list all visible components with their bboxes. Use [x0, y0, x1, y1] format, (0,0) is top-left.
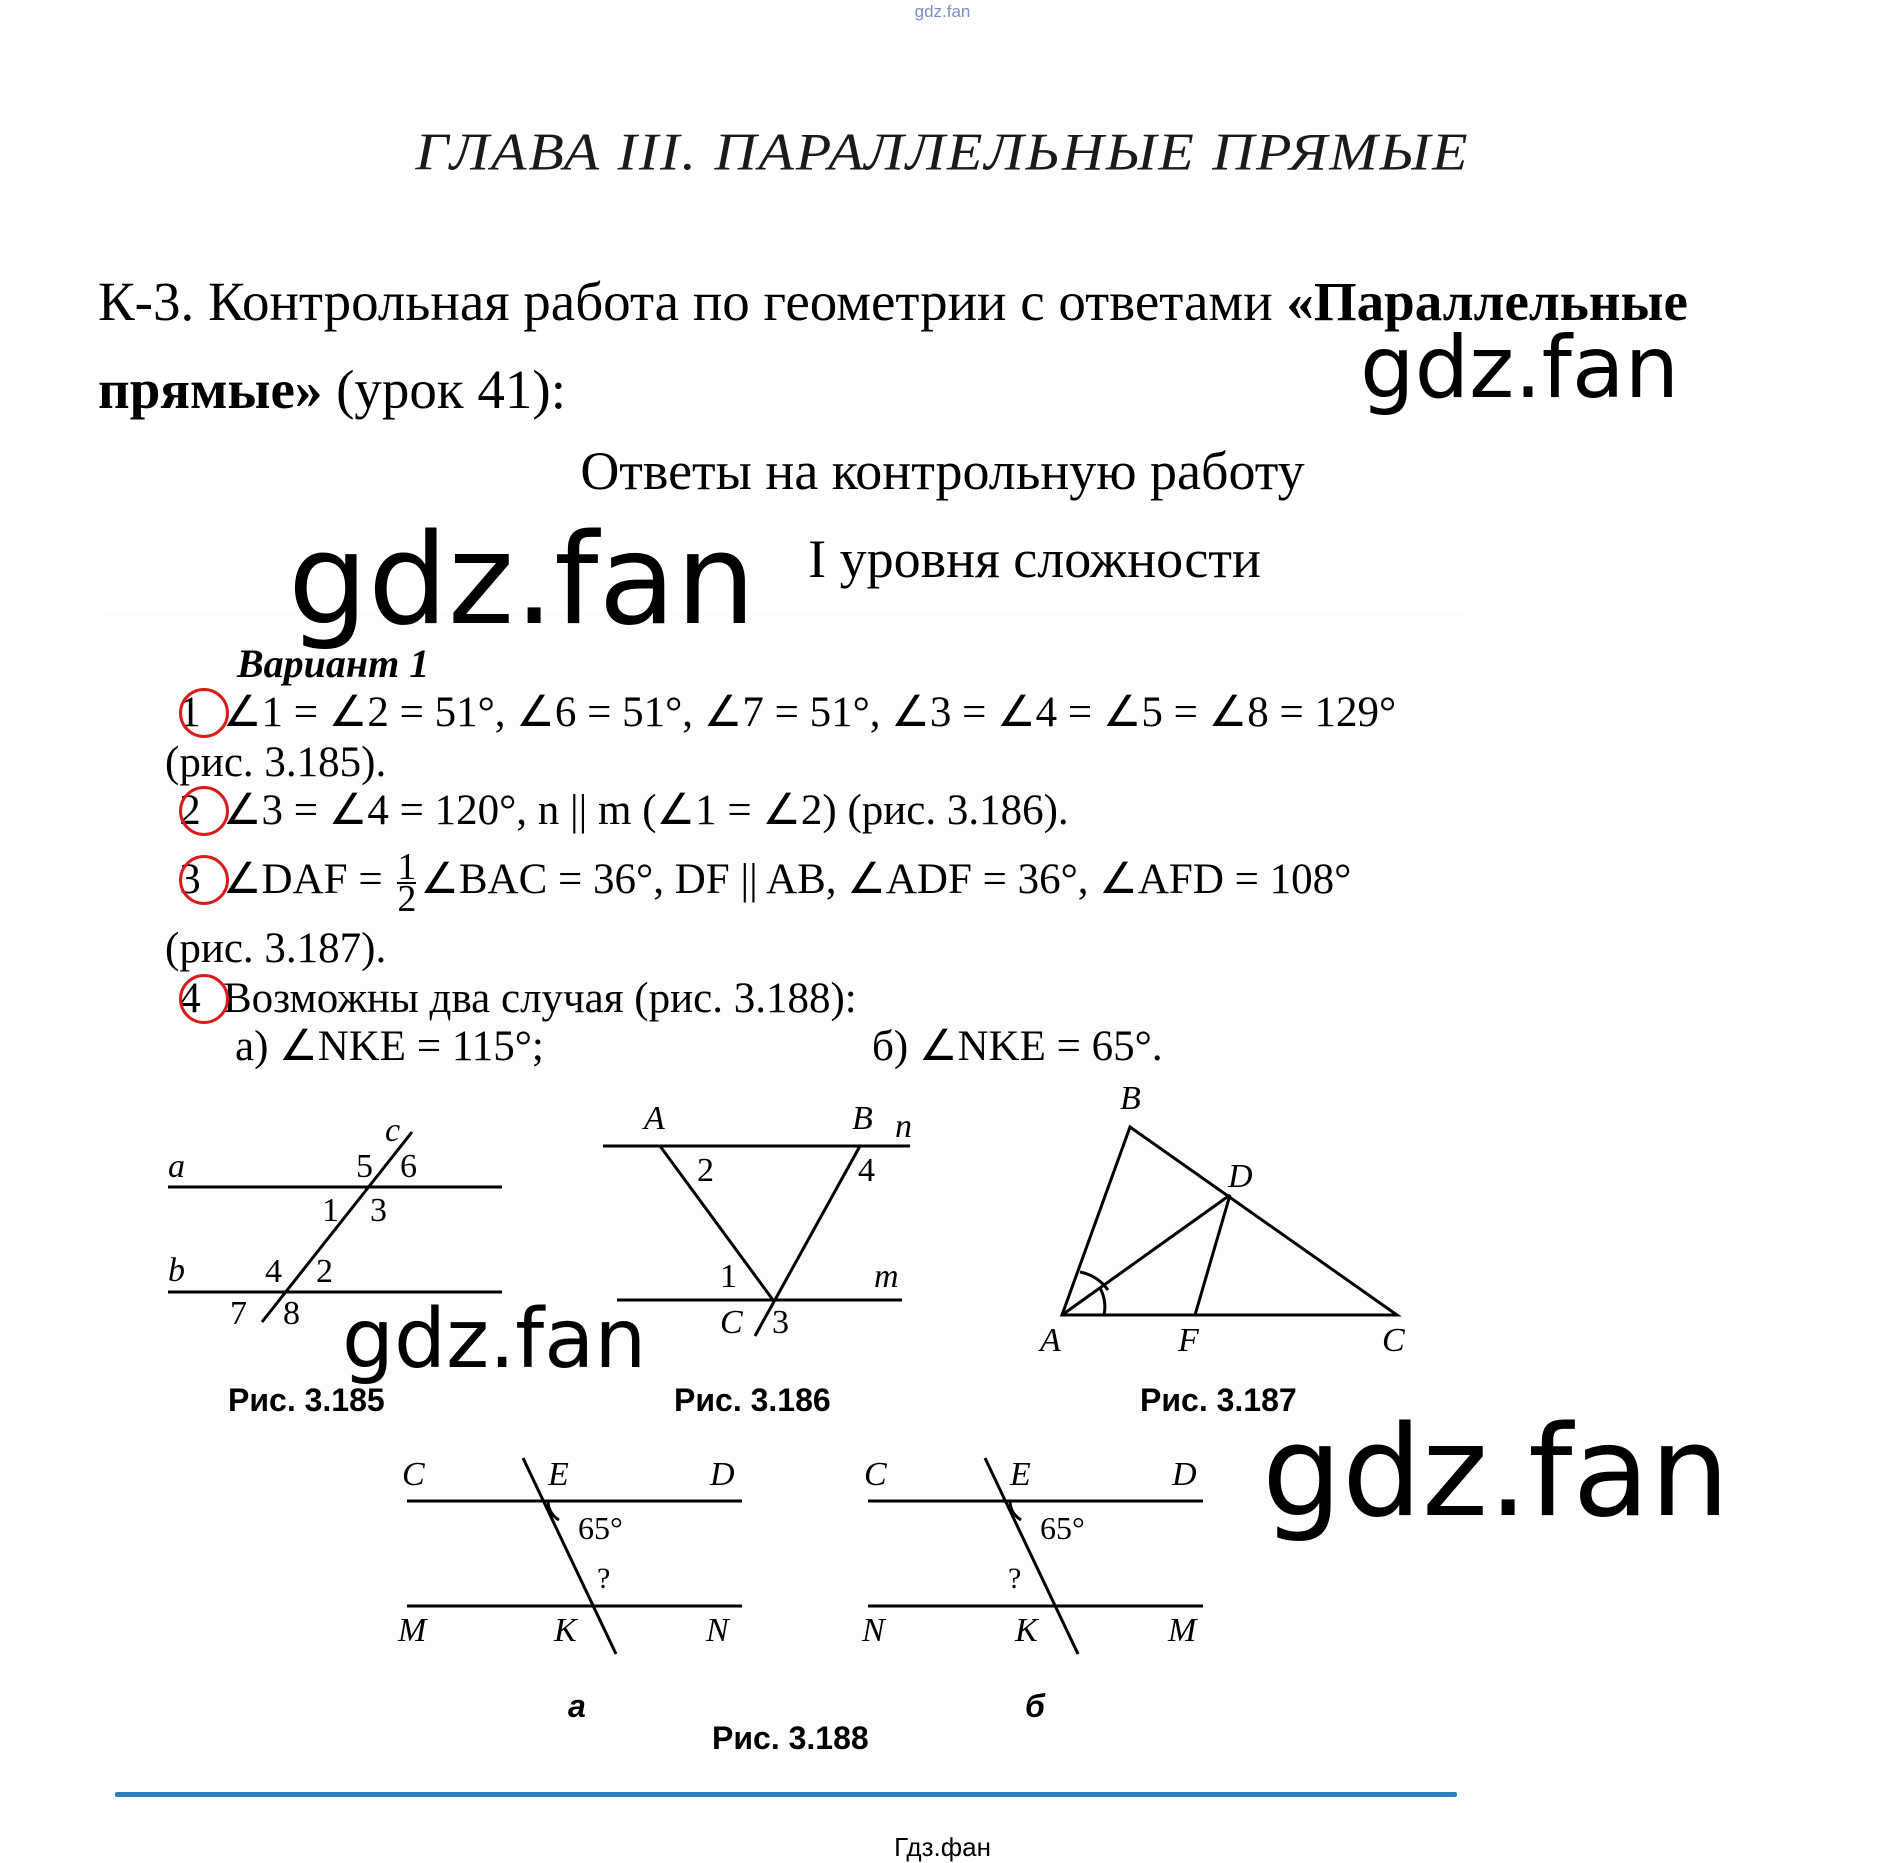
heading-tail: (урок 41): — [322, 359, 566, 420]
fig186-label-A: A — [644, 1100, 665, 1137]
bottom-rule — [115, 1792, 1457, 1797]
answer-1-continued: (рис. 3.185). — [165, 739, 387, 786]
fig188a-label-E: E — [548, 1456, 569, 1493]
fig185-label-3: 3 — [370, 1192, 387, 1229]
fig185-label-b: b — [168, 1252, 185, 1289]
fig188a-label-K: K — [554, 1612, 577, 1649]
fig188b-question: ? — [1008, 1562, 1022, 1595]
answer-number: 2 — [165, 786, 215, 836]
fig186-label-3: 3 — [772, 1304, 789, 1341]
answer-4-case-b: б) ∠NKE = 65°. — [872, 1023, 1163, 1070]
answer-number: 4 — [165, 974, 215, 1024]
fig186-label-B: B — [852, 1100, 873, 1137]
fig188b-label-C: C — [864, 1456, 887, 1493]
subtitle-1: Ответы на контрольную работу — [580, 441, 1305, 501]
fig187-segment-df — [1195, 1195, 1230, 1315]
fig186-label-m: m — [874, 1258, 899, 1295]
answer-4-case-a: а) ∠NKE = 115°; — [235, 1023, 544, 1070]
fig187-label-A: A — [1040, 1322, 1061, 1359]
fig186-label-1: 1 — [720, 1258, 737, 1295]
chapter-title: ГЛАВА III. ПАРАЛЛЕЛЬНЫЕ ПРЯМЫЕ — [415, 121, 1470, 182]
fig186-label-n: n — [895, 1108, 912, 1145]
fig188a-question: ? — [597, 1562, 611, 1595]
fig188-caption: Рис. 3.188 — [712, 1720, 869, 1756]
top-watermark: gdz.fan — [914, 2, 971, 21]
fig186-segment-bc — [755, 1146, 860, 1336]
fig188a-label-D: D — [710, 1456, 735, 1493]
heading-bold: «Параллельные прямые» — [98, 271, 1688, 420]
fraction: $\frac{1}{2}$ — [397, 846, 417, 920]
fig187-caption: Рис. 3.187 — [1140, 1382, 1297, 1418]
fig188b-label-D: D — [1172, 1456, 1197, 1493]
answer-text: ∠1 = ∠2 = 51°, ∠6 = 51°, ∠7 = 51°, ∠3 = ∠4 = ∠5 = ∠8 = 129° — [223, 689, 1397, 736]
heading-plain: К-3. Контрольная работа по геометрии с ответами — [98, 271, 1287, 332]
watermark-figure: gdz.fan — [342, 1292, 647, 1387]
answer-3-continued: (рис. 3.187). — [165, 925, 387, 972]
fig187-label-C: C — [1382, 1322, 1405, 1359]
fig185-label-c: c — [385, 1112, 401, 1149]
fig188a-label-C: C — [402, 1456, 425, 1493]
fig188b-angle-label: 65° — [1040, 1510, 1085, 1546]
fig188a-label-N: N — [706, 1612, 729, 1649]
fig187-label-D: D — [1228, 1158, 1253, 1195]
watermark-top-right: gdz.fan — [1360, 318, 1680, 418]
fig188b-label-M: M — [1168, 1612, 1197, 1649]
fig187-label-F: F — [1178, 1322, 1199, 1359]
fig186-segment-ac — [660, 1146, 773, 1300]
fig185-label-2: 2 — [316, 1253, 333, 1290]
fig188a-angle-label: 65° — [578, 1510, 623, 1546]
fig185-caption: Рис. 3.185 — [228, 1382, 385, 1418]
answer-text-before: ∠DAF = — [223, 855, 394, 903]
fig185-label-8: 8 — [283, 1295, 300, 1332]
fig188a-label-M: M — [398, 1612, 427, 1649]
fig186-label-2: 2 — [697, 1152, 714, 1189]
answer-text: ∠3 = ∠4 = 120°, n || m (∠1 = ∠2) (рис. 3.186). — [223, 787, 1069, 834]
fig186-label-C: C — [720, 1304, 743, 1341]
answer-text-after: ∠BAC = 36°, DF || AB, ∠ADF = 36°, ∠AFD = 108° — [420, 855, 1352, 903]
fig187-angle-arc-1 — [1080, 1272, 1108, 1290]
watermark-large-left: gdz.fan — [288, 506, 756, 653]
fig186-label-4: 4 — [858, 1152, 875, 1189]
answer-number: 1 — [165, 688, 215, 738]
footer-text: Гдз.фан — [894, 1832, 991, 1862]
fig185-label-6: 6 — [400, 1148, 417, 1185]
fig185-label-a: a — [168, 1148, 185, 1185]
fig187-bisector-ad — [1062, 1195, 1230, 1315]
answer-text: Возможны два случая (рис. 3.188): — [223, 975, 857, 1022]
watermark-bottom-right: gdz.fan — [1262, 1398, 1730, 1545]
fig188b-label-E: E — [1010, 1456, 1031, 1493]
fig185-label-1: 1 — [322, 1192, 339, 1229]
answer-number: 3 — [165, 855, 215, 905]
fig188b-label-N: N — [862, 1612, 885, 1649]
fig187-angle-arc-2 — [1100, 1288, 1105, 1315]
fig185-label-7: 7 — [230, 1295, 247, 1332]
fig186-caption: Рис. 3.186 — [674, 1382, 831, 1418]
variant-title: Вариант 1 — [237, 641, 430, 686]
fig188-sub-a: а — [568, 1688, 586, 1724]
subtitle-2: I уровня сложности — [808, 529, 1261, 589]
fig188-sub-b: б — [1025, 1688, 1045, 1724]
fig185-label-5: 5 — [356, 1148, 373, 1185]
fig187-label-B: B — [1120, 1080, 1141, 1117]
fig188b-label-K: K — [1015, 1612, 1038, 1649]
fig187-triangle — [1062, 1127, 1397, 1315]
fig185-label-4: 4 — [265, 1253, 282, 1290]
